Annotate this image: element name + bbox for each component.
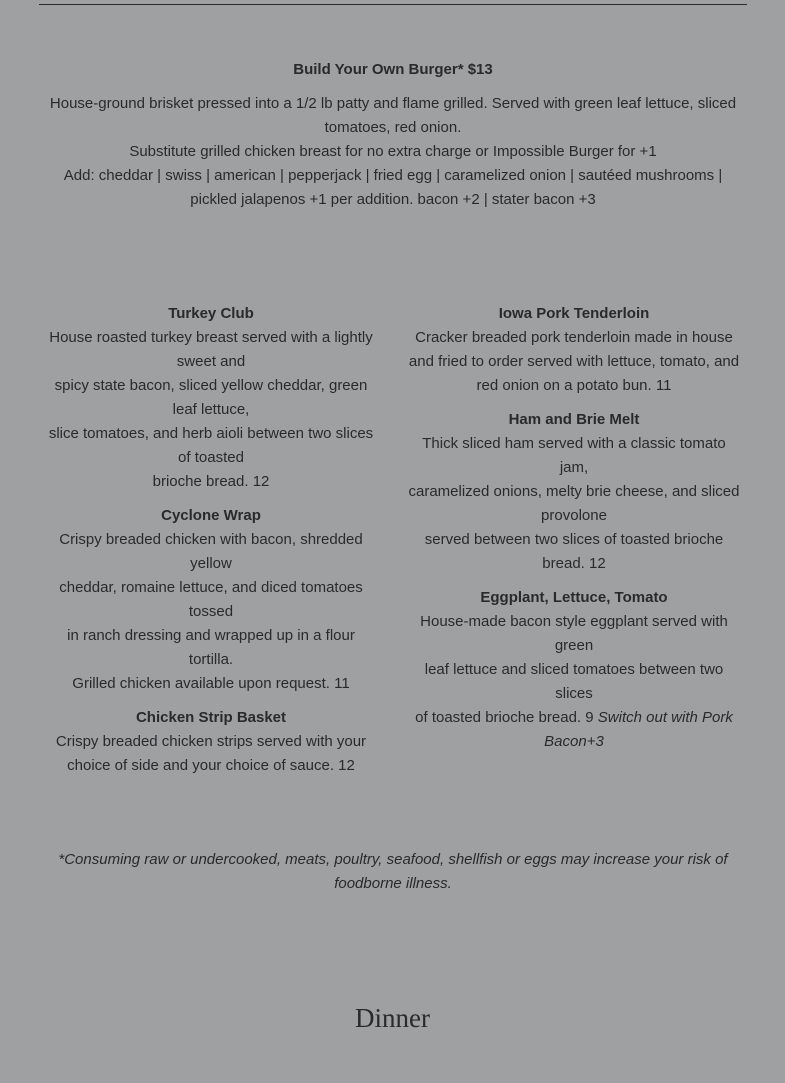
- divider: [39, 4, 747, 5]
- item-line: Grilled chicken available upon request. 11: [72, 675, 350, 692]
- item-line: Thick sliced ham served with a classic tomato jam,: [422, 435, 726, 476]
- item-title: Ham and Brie Melt: [508, 411, 640, 428]
- item-line: spicy state bacon, sliced yellow cheddar, green leaf lettuce,: [54, 377, 368, 418]
- burger-title: Build Your Own Burger* $13: [293, 61, 493, 78]
- menu-item: [408, 408, 740, 576]
- item-line: House-made bacon style eggplant served with green: [420, 613, 728, 654]
- menu-item: [46, 302, 376, 494]
- item-line: Crispy breaded chicken with bacon, shredded yellow: [59, 531, 363, 572]
- food-safety-disclaimer: *Consuming raw or undercooked, meats, poultry, seafood, shellfish or eggs may increase your risk of foodborne illness.: [58, 851, 728, 892]
- item-title: Cyclone Wrap: [161, 507, 261, 524]
- menu-item: [46, 706, 376, 778]
- item-line: caramelized onions, melty brie cheese, and sliced provolone: [408, 483, 740, 524]
- item-line: [408, 706, 740, 754]
- item-line: Cracker breaded pork tenderloin made in house and fried to order served with lettuce, tomato, and red onion on a potato bun. 11: [408, 329, 740, 394]
- item-title: Turkey Club: [168, 305, 254, 322]
- item-title: Chicken Strip Basket: [135, 709, 287, 726]
- build-your-own-burger: [39, 58, 747, 212]
- burger-substitute: Substitute grilled chicken breast for no extra charge or Impossible Burger for +1: [129, 143, 657, 160]
- menu-item: [46, 504, 376, 696]
- section-heading-dinner: Dinner: [355, 1003, 430, 1033]
- item-title: Iowa Pork Tenderloin: [498, 305, 650, 322]
- item-line-text: of toasted brioche bread. 9: [415, 709, 594, 726]
- burger-addons: Add: cheddar | swiss | american | pepperjack | fried egg | caramelized onion | sautéed mushrooms | pickled jalapenos +1 per addition. bacon +2 | stater bacon +3: [63, 167, 723, 208]
- menu-column-right: [408, 302, 740, 764]
- menu-column-left: [46, 302, 376, 788]
- item-upgrade-note: Switch out with Pork Bacon+3: [544, 709, 733, 750]
- item-line: served between two slices of toasted brioche bread. 12: [424, 531, 724, 572]
- menu-item: [408, 302, 740, 398]
- item-title: Eggplant, Lettuce, Tomato: [480, 589, 668, 606]
- item-line: in ranch dressing and wrapped up in a flour tortilla.: [67, 627, 355, 668]
- item-line: House roasted turkey breast served with a lightly sweet and: [49, 329, 373, 370]
- item-line: cheddar, romaine lettuce, and diced tomatoes tossed: [59, 579, 363, 620]
- item-line: leaf lettuce and sliced tomatoes between two slices: [424, 661, 724, 702]
- item-line: Crispy breaded chicken strips served with your choice of side and your choice of sauce. 12: [55, 733, 367, 774]
- burger-description: House-ground brisket pressed into a 1/2 lb patty and flame grilled. Served with green leaf lettuce, sliced tomatoes, red onion.: [49, 95, 737, 136]
- menu-item: [408, 586, 740, 754]
- item-line: brioche bread. 12: [152, 473, 270, 490]
- item-line: slice tomatoes, and herb aioli between two slices of toasted: [48, 425, 374, 466]
